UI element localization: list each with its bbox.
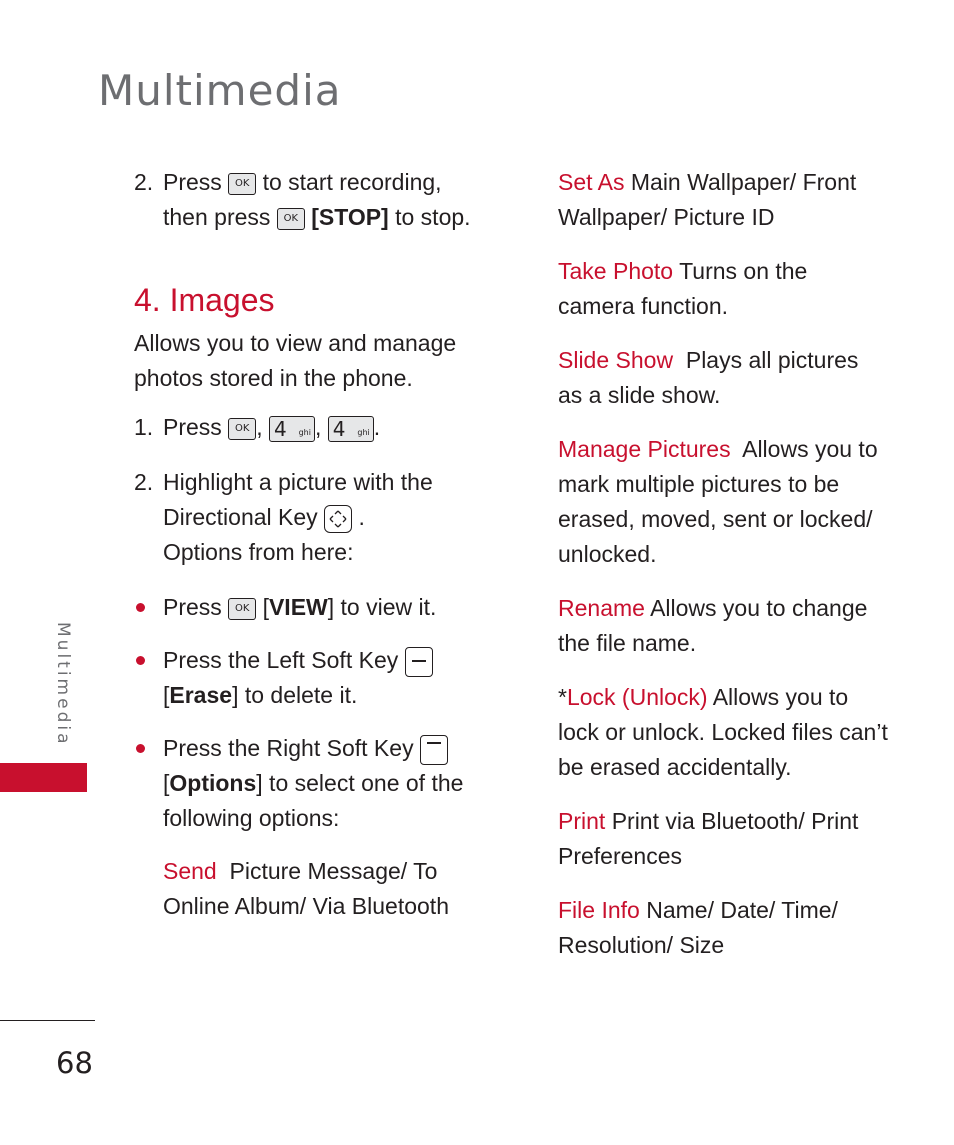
page-title: Multimedia (98, 66, 342, 115)
recording-step (134, 165, 474, 235)
option-print (558, 804, 888, 874)
ok-key-icon (228, 598, 256, 620)
bracket: [ (163, 682, 170, 708)
step-number: 2. (134, 469, 154, 495)
step-number: 1. (134, 414, 154, 440)
bullet-text: ] to select one of the following options: (163, 770, 464, 831)
right-soft-key-icon (420, 735, 448, 765)
erase-label: Erase (169, 682, 233, 708)
option-label: Print (558, 808, 606, 834)
bullet-text: ] to delete it. (232, 682, 358, 708)
press-step (134, 410, 474, 445)
step-text: Press (163, 414, 222, 440)
four-key-icon (269, 416, 315, 442)
ok-key-icon (228, 418, 256, 440)
left-column (134, 165, 474, 924)
option-text: Allows you to lock or unlock. Locked files can’t be erased accidentally. (558, 684, 888, 780)
four-key-icon (328, 416, 374, 442)
option-rename (558, 591, 888, 661)
bullet-text: ] to view it. (327, 594, 437, 620)
ok-key-icon (228, 173, 256, 195)
option-label: File Info (558, 897, 640, 923)
directional-key-icon (324, 505, 352, 533)
send-text: Picture Message/ To Online Album/ Via Bluetooth (163, 858, 449, 919)
option-file-info (558, 893, 888, 963)
option-label: Manage Pictures (558, 436, 731, 462)
option-slide-show (558, 343, 888, 413)
option-label: Set As (558, 169, 625, 195)
option-lock-unlock (558, 680, 888, 785)
send-label: Send (163, 858, 217, 884)
bullet-text: Press the Left Soft Key (163, 647, 399, 673)
sidebar-tab-marker (0, 763, 87, 792)
options-label: Options (169, 770, 257, 796)
bullet-dot (136, 656, 145, 665)
option-text: Allows you to change the file name. (558, 595, 868, 656)
key-letters: ghi (357, 427, 370, 437)
footer-divider (0, 1020, 95, 1021)
option-text: Allows you to mark multiple pictures to be erased, moved, sent or locked/ unlocked. (558, 436, 878, 567)
option-set-as (558, 165, 888, 235)
view-bullet (134, 590, 474, 625)
step-text: to start recording, then press (163, 169, 442, 230)
bracket: [ (262, 594, 269, 620)
option-manage-pictures (558, 432, 888, 572)
key-digit: 4 (273, 416, 287, 441)
option-label: Rename (558, 595, 645, 621)
key-letters: ghi (298, 427, 311, 437)
bullet-dot (136, 744, 145, 753)
directional-arrows-icon (325, 506, 351, 532)
option-text: Main Wallpaper/ Front Wallpaper/ Picture ID (558, 169, 857, 230)
step-text: to stop. (395, 204, 471, 230)
option-text: Print via Bluetooth/ Print Preferences (558, 808, 859, 869)
highlight-step (134, 465, 474, 570)
bullet-dot (136, 603, 145, 612)
bracket: [ (163, 770, 170, 796)
section-intro: Allows you to view and manage photos stored in the phone. (134, 330, 457, 391)
options-bullet (134, 731, 474, 836)
bullet-text: Press (163, 594, 222, 620)
step-text: Highlight a picture with the Directional Key (163, 469, 433, 530)
ok-key-label: OK (234, 422, 250, 434)
option-prefix: * (558, 684, 567, 710)
option-label: Take Photo (558, 258, 674, 284)
step-text: Options from here: (163, 539, 354, 565)
ok-key-label: OK (234, 177, 250, 189)
separator: , (256, 414, 263, 440)
section-title: 4. Images (134, 282, 275, 318)
option-text: Name/ Date/ Time/ Resolution/ Size (558, 897, 838, 958)
step-text: Press (163, 169, 222, 195)
step-text: . (358, 504, 365, 530)
bullet-text: Press the Right Soft Key (163, 735, 414, 761)
separator: , (314, 414, 322, 440)
stop-label: [STOP] (311, 204, 389, 230)
send-option (134, 854, 474, 924)
erase-bullet (134, 643, 474, 713)
left-soft-key-icon (405, 647, 433, 677)
soft-key-bar (427, 742, 441, 744)
option-text: Plays all pictures as a slide show. (558, 347, 859, 408)
page-number: 68 (56, 1046, 93, 1080)
step-number: 2. (134, 169, 154, 195)
option-take-photo (558, 254, 888, 324)
soft-key-bar (412, 660, 426, 662)
option-label: Slide Show (558, 347, 674, 373)
ok-key-label: OK (283, 212, 299, 224)
option-label: Lock (Unlock) (566, 684, 708, 710)
view-label: VIEW (268, 594, 328, 620)
key-digit: 4 (332, 416, 346, 441)
sidebar-section-label: Multimedia (53, 622, 73, 747)
ok-key-icon (277, 208, 305, 230)
right-column (558, 165, 888, 963)
option-text: Turns on the camera function. (558, 258, 808, 319)
separator: . (373, 414, 381, 440)
ok-key-label: OK (234, 602, 250, 614)
